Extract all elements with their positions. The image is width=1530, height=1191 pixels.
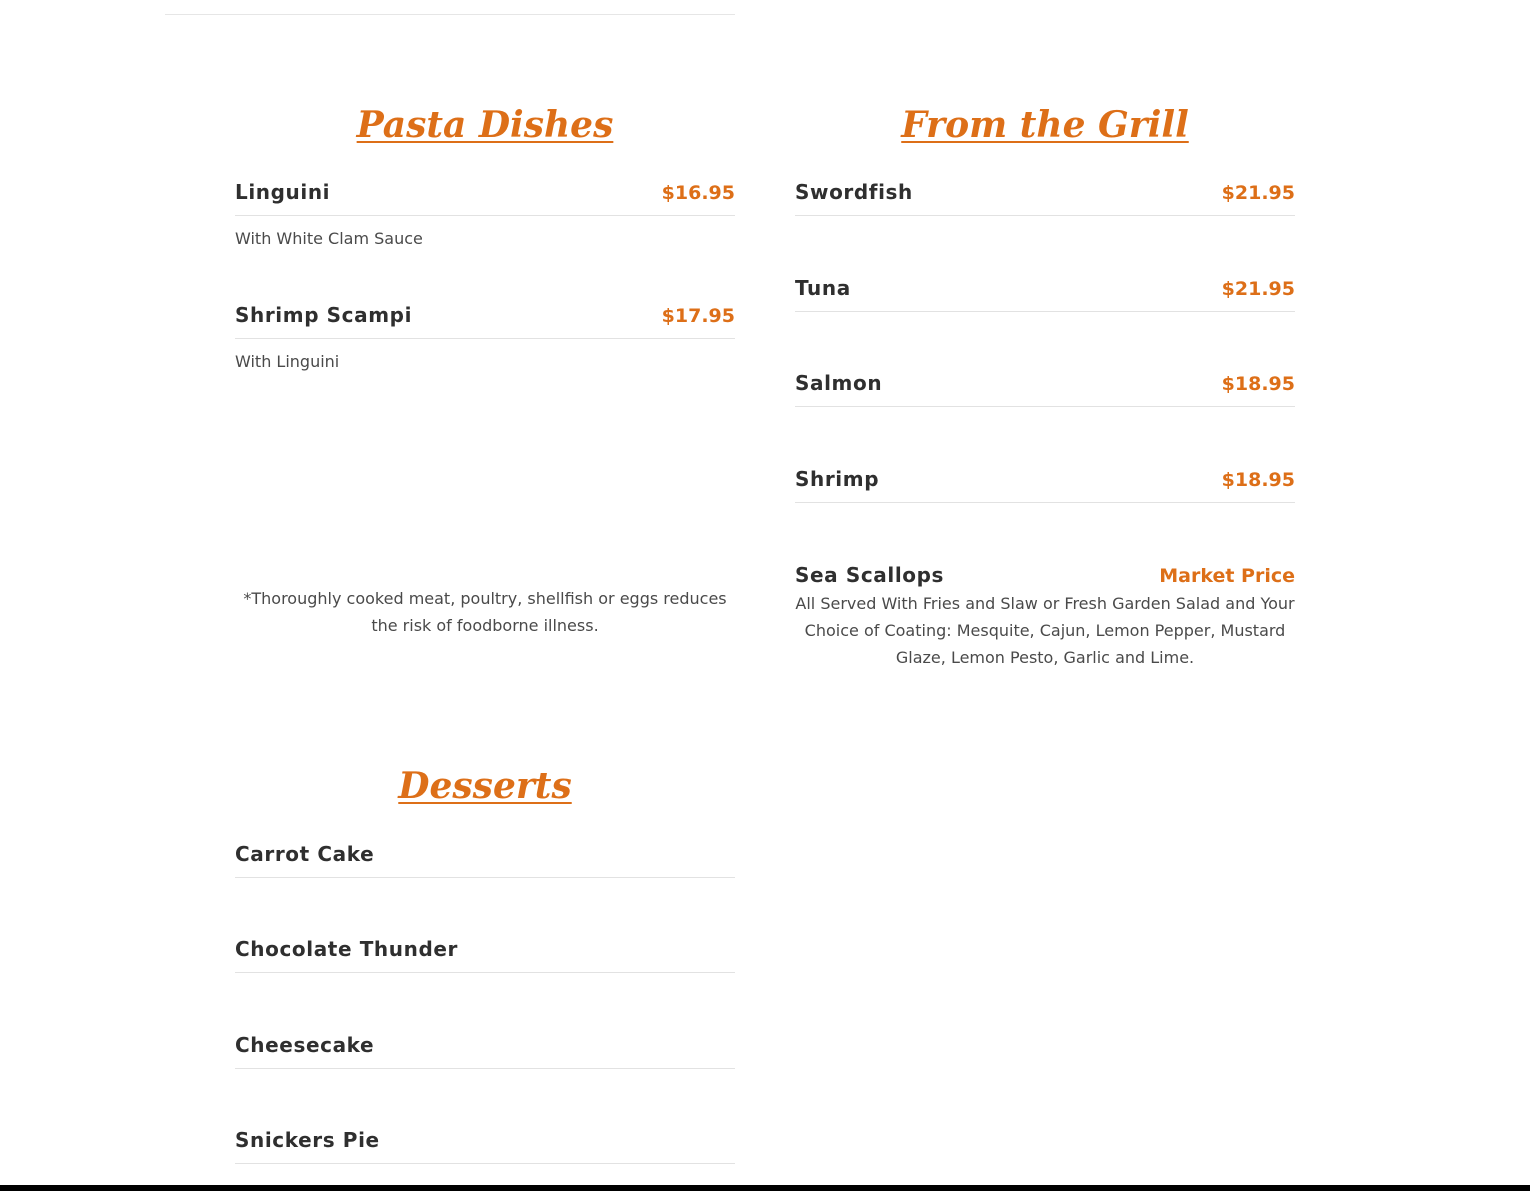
grill-section-title: From the Grill [901, 104, 1189, 146]
menu-item-name: Shrimp Scampi [235, 303, 413, 327]
menu-item-name: Tuna [795, 276, 851, 300]
menu-item-name: Linguini [235, 180, 331, 204]
menu-item-price: $16.95 [661, 182, 735, 204]
menu-item-snickers-pie [235, 1125, 735, 1164]
menu-item-divider [235, 972, 735, 973]
menu-item-shrimp-scampi [235, 300, 735, 373]
previous-section-divider [165, 14, 735, 15]
grill-serving-note: All Served With Fries and Slaw or Fresh Garden Salad and Your Choice of Coating: Mesquite, Cajun, Lemon Pepper, Mustard Glaze, Lemon Pesto, Garlic and Lime. [795, 594, 1295, 667]
desserts-section-title: Desserts [398, 765, 572, 807]
menu-item-divider [795, 311, 1295, 312]
menu-item-description: With Linguini [235, 352, 340, 371]
menu-item-divider [235, 1068, 735, 1069]
food-safety-note: *Thoroughly cooked meat, poultry, shellfish or eggs reduces the risk of foodborne illness. [243, 589, 727, 635]
menu-item-price: $17.95 [661, 305, 735, 327]
menu-item-name: Shrimp [795, 467, 880, 491]
menu-item-description: With White Clam Sauce [235, 229, 423, 248]
menu-item-divider [795, 215, 1295, 216]
menu-item-divider [795, 502, 1295, 503]
menu-item-salmon [795, 368, 1295, 407]
menu-item-divider [235, 877, 735, 878]
footer-edge [0, 1185, 1530, 1191]
menu-item-name: Chocolate Thunder [235, 937, 458, 961]
menu-item-price: $18.95 [1221, 469, 1295, 491]
pasta-section-title: Pasta Dishes [356, 104, 614, 146]
menu-item-name: Snickers Pie [235, 1128, 380, 1152]
menu-item-divider [795, 406, 1295, 407]
menu-item-tuna [795, 273, 1295, 312]
menu-item-swordfish [795, 177, 1295, 216]
menu-item-cheesecake [235, 1030, 735, 1069]
menu-item-divider [235, 215, 735, 216]
menu-item-name: Salmon [795, 371, 883, 395]
menu-item-divider [235, 1163, 735, 1164]
menu-item-name: Carrot Cake [235, 842, 375, 866]
menu-item-price: Market Price [1159, 565, 1295, 587]
menu-item-price: $18.95 [1221, 373, 1295, 395]
menu-item-name: Cheesecake [235, 1033, 375, 1057]
menu-item-chocolate-thunder [235, 934, 735, 973]
menu-item-shrimp [795, 464, 1295, 503]
menu-item-price: $21.95 [1221, 278, 1295, 300]
menu-item-sea-scallops [795, 560, 1295, 590]
menu-item-linguini [235, 177, 735, 250]
menu-item-divider [235, 338, 735, 339]
menu-item-price: $21.95 [1221, 182, 1295, 204]
menu-item-name: Swordfish [795, 180, 913, 204]
menu-item-name: Sea Scallops [795, 563, 945, 587]
menu-item-carrot-cake [235, 839, 735, 878]
